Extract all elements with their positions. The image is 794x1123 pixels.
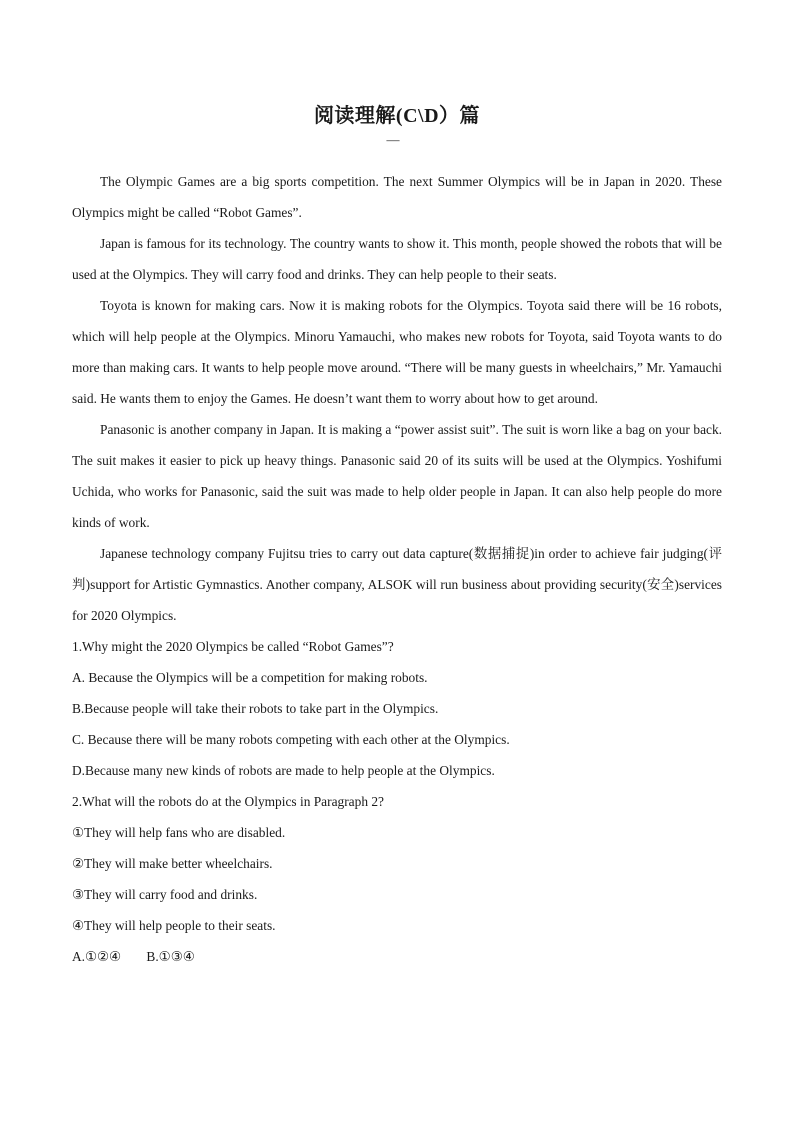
question-1	[72, 631, 722, 786]
question-1-option-b: B.Because people will take their robots to take part in the Olympics.	[72, 701, 439, 716]
question-2-stem: 2.What will the robots do at the Olympics in Paragraph 2?	[72, 794, 385, 809]
passage-paragraph-5: Japanese technology company Fujitsu tries to carry out data capture(数据捕捉)in order to achieve fair judging(评判)support for Artistic Gymnastics. Another company, ALSOK will run business about providing security(安全)services for 2020 Olympics.	[72, 546, 722, 623]
question-2-choice-b: B.①③④	[146, 949, 195, 964]
document-page	[72, 100, 722, 972]
question-1-stem: 1.Why might the 2020 Olympics be called “Robot Games”?	[72, 639, 394, 654]
question-2-choice-a: A.①②④	[72, 949, 122, 964]
question-1-option-d: D.Because many new kinds of robots are made to help people at the Olympics.	[72, 763, 495, 778]
passage-paragraph-4: Panasonic is another company in Japan. It is making a “power assist suit”. The suit is worn like a bag on your back. The suit makes it easier to pick up heavy things. Panasonic said 20 of its suits will be used at the Olympics. Yoshifumi Uchida, who works for Panasonic, said the suit was made to help older people in Japan. It can also help people do more kinds of work.	[72, 422, 722, 530]
page-title: 阅读理解(C\D）篇	[313, 105, 481, 127]
question-2-item-3: ③They will carry food and drinks.	[72, 887, 258, 902]
question-2-item-1: ①They will help fans who are disabled.	[72, 825, 286, 840]
question-2-choices	[72, 941, 722, 972]
question-1-option-a: A. Because the Olympics will be a competition for making robots.	[72, 670, 428, 685]
passage-paragraph-2: Japan is famous for its technology. The country wants to show it. This month, people showed the robots that will be used at the Olympics. They will carry food and drinks. They can help people to their seats.	[72, 236, 722, 282]
question-2-item-2: ②They will make better wheelchairs.	[72, 856, 273, 871]
passage-paragraph-1: The Olympic Games are a big sports competition. The next Summer Olympics will be in Japan in 2020. These Olympics might be called “Robot Games”.	[72, 174, 722, 220]
passage-paragraph-3: Toyota is known for making cars. Now it is making robots for the Olympics. Toyota said there will be 16 robots, which will help people at the Olympics. Minoru Yamauchi, who makes new robots for Toyota, said Toyota wants to do more than making cars. It wants to help people move around. “There will be many guests in wheelchairs,” Mr. Yamauchi said. He wants them to enjoy the Games. He doesn’t want them to worry about how to get around.	[72, 298, 722, 406]
question-1-option-c: C. Because there will be many robots competing with each other at the Olympics.	[72, 732, 510, 747]
question-2	[72, 786, 722, 972]
question-2-item-4: ④They will help people to their seats.	[72, 918, 276, 933]
title-mark: —	[386, 132, 400, 147]
